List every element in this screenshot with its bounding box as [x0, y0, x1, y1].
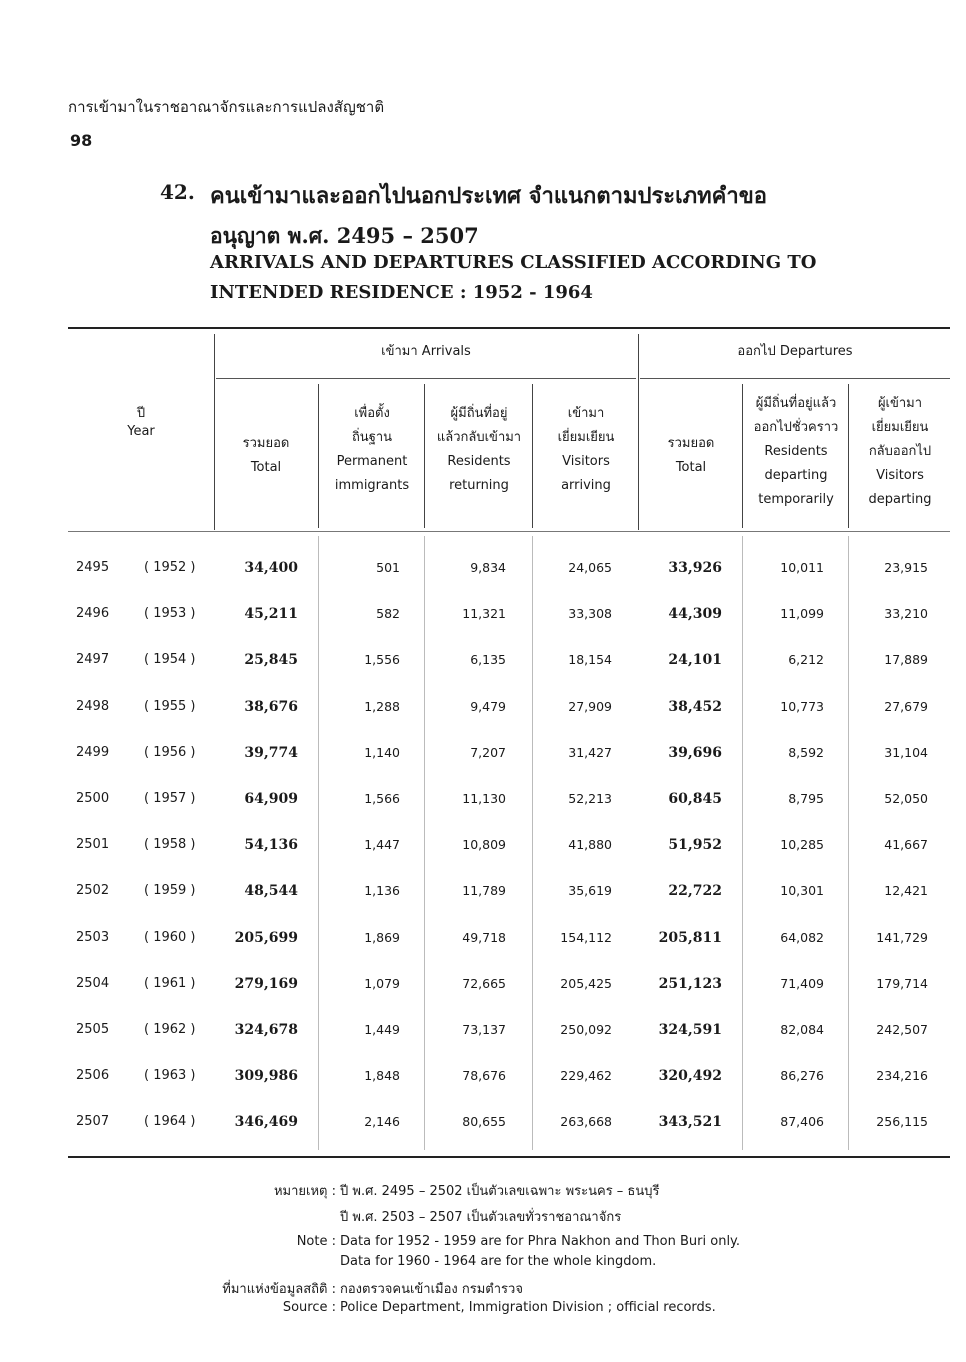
- cell-visitors-departing: 256,115: [876, 1114, 928, 1130]
- cell-residents-departing: 11,099: [780, 606, 824, 622]
- cell-departures-total: 38,452: [668, 698, 722, 715]
- cell-residents-returning: 11,130: [462, 791, 506, 806]
- title-thai-line-1: คนเข้ามาและออกไปนอกประเทศ จำแนกตามประเภทคำขอ: [210, 183, 767, 209]
- cell-residents-departing: 64,082: [780, 929, 824, 945]
- residents-departing-header: [744, 392, 848, 512]
- residents-returning-thai-2: แล้วกลับเข้ามา: [436, 430, 522, 445]
- cell-visitors-departing: 234,216: [876, 1068, 928, 1084]
- cell-visitors-departing: 52,050: [884, 791, 928, 806]
- cell-visitors-arriving: 154,112: [560, 929, 612, 945]
- cell-visitors-departing: 12,421: [884, 883, 928, 899]
- cell-visitors-arriving: 229,462: [560, 1068, 612, 1084]
- cell-visitors-arriving: 18,154: [568, 652, 612, 668]
- cell-year-be: 2499: [76, 744, 110, 760]
- cell-residents-returning: 49,718: [462, 929, 506, 945]
- visitors-arriving-header: [534, 402, 638, 498]
- year-header-thai: ปี: [136, 406, 146, 421]
- departures-total-header-thai: รวมยอด: [667, 436, 715, 451]
- cell-departures-total: 324,591: [658, 1022, 722, 1038]
- cell-visitors-arriving: 33,308: [568, 606, 612, 622]
- visitors-departing-thai-3: กลับออกไป: [868, 444, 932, 459]
- remark-label: หมายเหตุ :: [273, 1184, 336, 1199]
- table-top-rule: [68, 327, 950, 329]
- cell-year-ce: ( 1963 ): [144, 1068, 196, 1084]
- cell-arrivals-total: 34,400: [244, 560, 298, 576]
- table-bottom-rule: [68, 1156, 950, 1158]
- visitors-departing-header: [850, 392, 950, 512]
- remark-line-1: ปี พ.ศ. 2495 – 2502 เป็นตัวเลขเฉพาะ พระนคร – ธนบุรี: [340, 1184, 660, 1199]
- cell-residents-departing: 8,795: [788, 791, 824, 806]
- arrivals-total-header-thai: รวมยอด: [242, 436, 290, 451]
- cell-year-be: 2507: [76, 1114, 110, 1130]
- cell-residents-departing: 10,301: [780, 883, 824, 899]
- residents-returning-header: [426, 402, 532, 498]
- cell-year-ce: ( 1960 ): [144, 929, 196, 945]
- cell-residents-returning: 80,655: [462, 1114, 506, 1130]
- cell-visitors-departing: 33,210: [884, 606, 928, 622]
- cell-visitors-arriving: 35,619: [568, 883, 612, 899]
- cell-permanent-immigrants: 1,136: [364, 883, 400, 899]
- cell-departures-total: 51,952: [668, 837, 722, 854]
- cell-departures-total: 22,722: [668, 883, 722, 900]
- arrivals-subheader-rule: [216, 378, 636, 379]
- cell-residents-returning: 73,137: [462, 1022, 506, 1037]
- cell-residents-departing: 82,084: [780, 1022, 824, 1037]
- residents-returning-english-1: Residents: [447, 454, 511, 469]
- cell-residents-departing: 10,773: [780, 698, 824, 714]
- cell-residents-departing: 10,011: [780, 560, 824, 575]
- departures-subheader-rule: [640, 378, 950, 379]
- cell-arrivals-total: 324,678: [234, 1022, 298, 1038]
- cell-year-be: 2505: [76, 1022, 110, 1037]
- body-column-separator: [848, 536, 849, 1150]
- cell-visitors-departing: 141,729: [876, 929, 928, 945]
- visitors-departing-english-1: Visitors: [876, 468, 924, 483]
- table-number: 42.: [160, 180, 195, 204]
- cell-permanent-immigrants: 582: [376, 606, 400, 622]
- visitors-arriving-thai-2: เยี่ยมเยียน: [557, 430, 615, 445]
- year-header-english: Year: [127, 424, 155, 439]
- cell-arrivals-total: 38,676: [244, 698, 298, 715]
- cell-year-be: 2495: [76, 560, 110, 575]
- cell-year-ce: ( 1957 ): [144, 791, 196, 806]
- cell-residents-returning: 72,665: [462, 975, 506, 991]
- arrivals-total-header-english: Total: [250, 460, 282, 475]
- cell-year-ce: ( 1962 ): [144, 1022, 196, 1037]
- column-separator: [848, 384, 849, 528]
- cell-permanent-immigrants: 1,449: [364, 1022, 400, 1037]
- cell-arrivals-total: 205,699: [234, 929, 298, 946]
- header-bottom-rule: [68, 531, 950, 532]
- cell-year-ce: ( 1954 ): [144, 652, 196, 668]
- cell-arrivals-total: 64,909: [244, 791, 298, 807]
- cell-departures-total: 343,521: [658, 1114, 722, 1131]
- cell-visitors-arriving: 24,065: [568, 560, 612, 575]
- cell-year-ce: ( 1958 ): [144, 837, 196, 853]
- body-column-separator: [318, 536, 319, 1150]
- departures-total-header-english: Total: [675, 460, 707, 475]
- cell-visitors-departing: 242,507: [876, 1022, 928, 1037]
- cell-year-ce: ( 1955 ): [144, 698, 196, 714]
- cell-year-be: 2502: [76, 883, 110, 899]
- permanent-header-english-1: Permanent: [336, 454, 408, 469]
- cell-departures-total: 39,696: [668, 744, 722, 761]
- cell-visitors-arriving: 52,213: [568, 791, 612, 806]
- cell-visitors-arriving: 31,427: [568, 744, 612, 760]
- column-separator: [214, 334, 215, 530]
- cell-year-ce: ( 1964 ): [144, 1114, 196, 1130]
- cell-permanent-immigrants: 501: [376, 560, 400, 575]
- cell-visitors-departing: 23,915: [884, 560, 928, 575]
- source-thai-label: ที่มาแห่งข้อมูลสถิติ :: [222, 1282, 336, 1297]
- source-english: Police Department, Immigration Division ; official records.: [340, 1300, 716, 1315]
- running-head: การเข้ามาในราชอาณาจักรและการแปลงสัญชาติ: [68, 98, 385, 116]
- cell-arrivals-total: 25,845: [244, 652, 298, 669]
- cell-visitors-departing: 17,889: [884, 652, 928, 668]
- source-thai: กองตรวจคนเข้าเมือง กรมตำรวจ: [340, 1282, 523, 1297]
- cell-arrivals-total: 48,544: [244, 883, 298, 900]
- cell-year-be: 2504: [76, 975, 110, 991]
- cell-year-be: 2498: [76, 698, 110, 714]
- cell-year-be: 2506: [76, 1068, 110, 1084]
- column-separator: [742, 384, 743, 528]
- permanent-header-english-2: immigrants: [334, 478, 410, 493]
- arrivals-total-header: [216, 432, 316, 480]
- cell-permanent-immigrants: 1,447: [364, 837, 400, 853]
- body-column-separator: [742, 536, 743, 1150]
- title-english-line-2: INTENDED RESIDENCE : 1952 - 1964: [210, 282, 593, 303]
- cell-permanent-immigrants: 1,288: [364, 698, 400, 714]
- cell-departures-total: 205,811: [658, 929, 722, 946]
- residents-departing-english-2: departing: [764, 468, 828, 483]
- cell-residents-departing: 71,409: [780, 975, 824, 991]
- cell-residents-departing: 87,406: [780, 1114, 824, 1130]
- cell-year-ce: ( 1961 ): [144, 975, 196, 991]
- cell-residents-departing: 86,276: [780, 1068, 824, 1084]
- visitors-departing-english-2: departing: [868, 492, 932, 507]
- note-line-2: Data for 1960 - 1964 are for the whole kingdom.: [340, 1254, 657, 1269]
- visitors-arriving-english-2: arriving: [561, 478, 611, 493]
- residents-returning-english-2: returning: [449, 478, 509, 493]
- cell-departures-total: 320,492: [658, 1068, 722, 1085]
- cell-visitors-departing: 31,104: [884, 744, 928, 760]
- cell-year-ce: ( 1956 ): [144, 744, 196, 760]
- cell-visitors-departing: 41,667: [884, 837, 928, 853]
- residents-departing-thai-2: ออกไปชั่วคราว: [753, 420, 839, 435]
- title-english-line-1: ARRIVALS AND DEPARTURES CLASSIFIED ACCORDING TO: [210, 252, 817, 273]
- cell-departures-total: 251,123: [658, 975, 722, 992]
- cell-arrivals-total: 54,136: [244, 837, 298, 854]
- cell-departures-total: 33,926: [668, 560, 722, 576]
- cell-visitors-departing: 179,714: [876, 975, 928, 991]
- cell-departures-total: 24,101: [668, 652, 722, 669]
- cell-year-be: 2497: [76, 652, 110, 668]
- column-separator: [318, 384, 319, 528]
- cell-permanent-immigrants: 1,869: [364, 929, 400, 945]
- cell-year-ce: ( 1959 ): [144, 883, 196, 899]
- permanent-header-thai-2: ถิ่นฐาน: [351, 430, 393, 445]
- note-label: Note :: [296, 1234, 336, 1249]
- cell-year-ce: ( 1952 ): [144, 560, 196, 575]
- cell-permanent-immigrants: 1,140: [364, 744, 400, 760]
- visitors-departing-thai-1: ผู้เข้ามา: [877, 396, 923, 411]
- cell-arrivals-total: 45,211: [244, 606, 298, 623]
- source-label: Source :: [282, 1300, 336, 1315]
- cell-visitors-arriving: 250,092: [560, 1022, 612, 1037]
- cell-permanent-immigrants: 2,146: [364, 1114, 400, 1130]
- cell-residents-returning: 10,809: [462, 837, 506, 853]
- column-separator: [424, 384, 425, 528]
- residents-departing-english-3: temporarily: [758, 492, 834, 507]
- residents-departing-thai-1: ผู้มีถิ่นที่อยู่แล้ว: [755, 396, 837, 411]
- cell-year-be: 2503: [76, 929, 110, 945]
- cell-residents-returning: 11,321: [462, 606, 506, 622]
- cell-departures-total: 60,845: [668, 791, 722, 807]
- cell-residents-returning: 7,207: [470, 744, 506, 760]
- cell-departures-total: 44,309: [668, 606, 722, 623]
- cell-year-be: 2501: [76, 837, 110, 853]
- permanent-immigrants-header: [320, 402, 424, 498]
- cell-year-ce: ( 1953 ): [144, 606, 196, 622]
- cell-residents-departing: 8,592: [788, 744, 824, 760]
- cell-permanent-immigrants: 1,566: [364, 791, 400, 806]
- note-line-1: Data for 1952 - 1959 are for Phra Nakhon and Thon Buri only.: [340, 1234, 741, 1249]
- visitors-departing-thai-2: เยี่ยมเยียน: [871, 420, 929, 435]
- arrivals-group-header: เข้ามา Arrivals: [381, 344, 471, 359]
- permanent-header-thai-1: เพื่อตั้ง: [354, 406, 390, 421]
- cell-residents-returning: 9,834: [470, 560, 506, 575]
- cell-visitors-departing: 27,679: [884, 698, 928, 714]
- body-column-separator: [532, 536, 533, 1150]
- cell-residents-departing: 6,212: [788, 652, 824, 668]
- year-header: [68, 402, 214, 444]
- cell-arrivals-total: 309,986: [234, 1068, 298, 1085]
- residents-returning-thai-1: ผู้มีถิ่นที่อยู่: [450, 406, 508, 421]
- visitors-arriving-thai-1: เข้ามา: [567, 406, 605, 421]
- cell-arrivals-total: 279,169: [234, 975, 298, 992]
- cell-residents-returning: 78,676: [462, 1068, 506, 1084]
- cell-year-be: 2496: [76, 606, 110, 622]
- departures-group-header: ออกไป Departures: [737, 344, 853, 359]
- cell-arrivals-total: 346,469: [234, 1114, 298, 1131]
- remark-line-2: ปี พ.ศ. 2503 – 2507 เป็นตัวเลขทั่วราชอาณาจักร: [340, 1210, 622, 1225]
- cell-visitors-arriving: 205,425: [560, 975, 612, 991]
- cell-residents-returning: 11,789: [462, 883, 506, 899]
- residents-departing-english-1: Residents: [764, 444, 828, 459]
- cell-residents-returning: 6,135: [470, 652, 506, 668]
- cell-visitors-arriving: 263,668: [560, 1114, 612, 1130]
- cell-permanent-immigrants: 1,848: [364, 1068, 400, 1084]
- cell-permanent-immigrants: 1,079: [364, 975, 400, 991]
- cell-year-be: 2500: [76, 791, 110, 806]
- cell-visitors-arriving: 41,880: [568, 837, 612, 853]
- body-column-separator: [424, 536, 425, 1150]
- page-number: 98: [70, 131, 93, 150]
- title-thai-line-2: อนุญาต พ.ศ. 2495 – 2507: [210, 223, 479, 248]
- cell-residents-departing: 10,285: [780, 837, 824, 853]
- column-separator: [532, 384, 533, 528]
- cell-residents-returning: 9,479: [470, 698, 506, 714]
- departures-total-header: [640, 432, 742, 480]
- cell-permanent-immigrants: 1,556: [364, 652, 400, 668]
- column-separator: [638, 334, 639, 530]
- cell-visitors-arriving: 27,909: [568, 698, 612, 714]
- cell-arrivals-total: 39,774: [244, 744, 298, 761]
- visitors-arriving-english-1: Visitors: [562, 454, 610, 469]
